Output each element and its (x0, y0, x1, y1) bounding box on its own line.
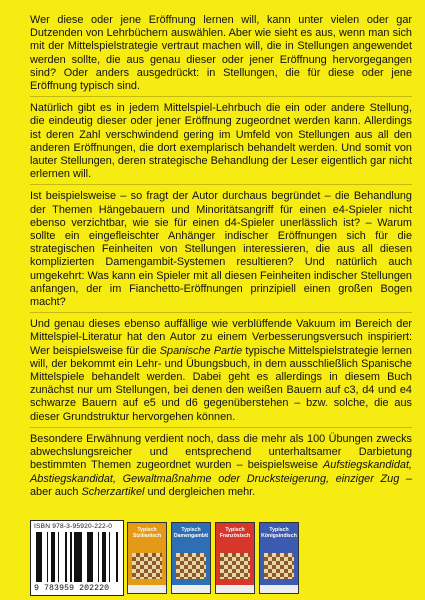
book-cover-2 (171, 522, 211, 594)
isbn-label: ISBN 978-3-95920-222-0 (34, 523, 113, 530)
paragraph-5-text-b: – aber auch (30, 472, 412, 498)
book-title-2: Typisch Damengambit (173, 527, 209, 539)
themes-emphasis: Aufstiegskandidat, Abstiegskandidat, Gewaltmaßnahme oder Drucksteigerung, einziger Zug (30, 459, 412, 485)
chessboard-image (132, 553, 162, 579)
cover-footer (30, 520, 410, 596)
scherzartikel-emphasis: Scherzartikel (81, 485, 145, 498)
paragraph-2: Natürlich gibt es in jedem Mittelspiel-Lehrbuch die ein oder andere Stellung, die eindeutig dieser oder jener Eröffnung zugeordnet werden kann. Allerdings ist deren Zahl verschwindend gering im Umfeld von Stellungen aus all den anderen Eröffnungen, die dort exemplarisch behandelt werden. Und somit von lauter Stellungen, deren strategische Behandlung der Leser eigentlich gar nicht erlernen will. (30, 102, 412, 185)
paragraph-4-text-b: typische Mittelspielstrategie lernen will, der bekommt ein Lehr- und Übungsbuch, in dem ausschließlich Spanische Mittelspiele behandelt werden. Dabei geht es allerdings in diesem Buch zunächst nur um Stellungen, bei denen den weißen Bauern auf c3, d4 und e4 schwarze Bauern auf e5 und d6 gegenüberstehen – bzw. solche, die aus dieser Grundstruktur hervorgehen können. (30, 344, 412, 423)
chessboard-image (220, 553, 250, 579)
spanische-partie-emphasis: Spanische Partie (159, 344, 243, 357)
paragraph-3: Ist beispielsweise – so fragt der Autor durchaus begründet – die Behandlung der Themen Hängebauern und Minoritätsangriff für einen e4-Spieler nicht ebenso verzichtbar, wie sie für einen d4-Spieler unerlässlich ist? – Warum sollte ein eingefleischter Anhänger indischer Eröffnungen sich für die strategischen Feinheiten von Stellungen interessieren, die aus all diesen komplizierten Damengambit-Systemen resultieren? Und natürlich auch umgekehrt: Was kann ein Spieler mit all diesen Feinheiten indischer Stellungen anfangen, der im Fianchetto-Eröffnungen prinzipiell einen großen Bogen macht? (30, 190, 412, 313)
paragraph-1: Wer diese oder jene Eröffnung lernen will, kann unter vielen oder gar Dutzenden von Lehrbüchern auswählen. Aber wie sieht es aus, wenn man sich mit der Mittelspielstrategie vertraut machen will, die in Stellungen angewendet werden sollte, die aus genau dieser oder jener Eröffnung hervorgegangen sind? Oder anders ausgedrückt: in Stellungen, die für diese oder jene Eröffnung typisch sind. (30, 14, 412, 97)
back-cover (8, 4, 417, 594)
book-cover-4 (259, 522, 299, 594)
paragraph-4 (30, 318, 412, 428)
book-cover-1 (127, 522, 167, 594)
book-title-1: Typisch Sizilianisch (132, 527, 162, 539)
paragraph-4-text-a: Und genau dieses ebenso auffällige wie verblüffende Vakuum im Bereich der Mittelspiel-Literatur hat den Autor zu einem Verbesserungsversuch inspiriert: Wer beispielsweise für die (30, 318, 412, 357)
book-title-3: Typisch Französisch (219, 527, 251, 539)
paragraph-5-text-c: und dergleichen mehr. (144, 485, 256, 498)
paragraph-5 (30, 433, 412, 502)
barcode-digits: 9 783959 202220 (34, 584, 110, 593)
blurb-text (30, 14, 412, 507)
chessboard-image (176, 553, 206, 579)
book-title-4: Typisch Königsindisch (261, 527, 297, 539)
barcode-bars (36, 532, 120, 582)
chessboard-image (264, 553, 294, 579)
isbn-barcode (30, 520, 124, 596)
paragraph-5-text-a: Besondere Erwähnung verdient noch, dass die mehr als 100 Übungen zwecks abwechslungsreicher und entsprechend unterhaltsamer Darbietung bestimmten Themen zugeordnet wurden – beispielsweise (30, 432, 412, 472)
book-cover-3 (215, 522, 255, 594)
